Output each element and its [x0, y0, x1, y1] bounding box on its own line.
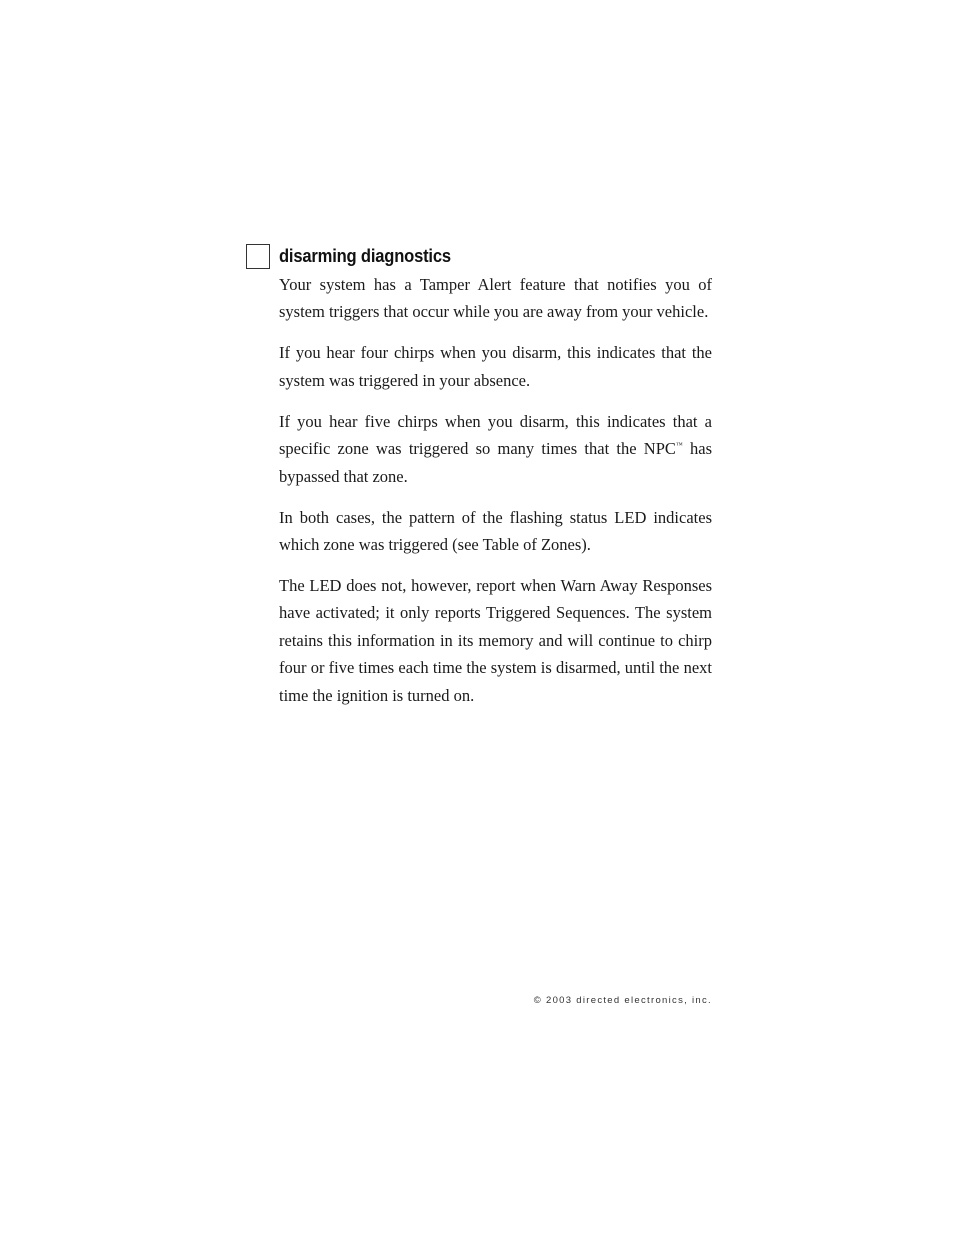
copyright-footer: © 2003 directed electronics, inc.: [533, 995, 712, 1006]
paragraph-five-chirps-text: If you hear five chirps when you disarm, this indicates that a specific zone was triggered so many times that the NPC: [279, 411, 712, 459]
paragraph-five-chirps: [279, 408, 712, 490]
paragraph-four-chirps: If you hear four chirps when you disarm, this indicates that the system was triggered in your absence.: [279, 343, 712, 390]
paragraph-tamper-alert: Your system has a Tamper Alert feature that notifies you of system triggers that occur while you are away from your vehicle.: [279, 275, 712, 322]
section-checkbox[interactable]: [246, 244, 270, 269]
paragraph-five-chirps-text-end: has bypassed that zone.: [279, 439, 712, 486]
section-body: [279, 271, 712, 723]
paragraph-led-pattern: In both cases, the pattern of the flashing status LED indicates which zone was triggered (see Table of Zones).: [279, 507, 712, 555]
section-title: disarming diagnostics: [279, 246, 451, 266]
trademark-symbol: ™: [675, 441, 683, 450]
paragraph-led-report: The LED does not, however, report when Warn Away Responses have activated; it only reports Triggered Sequences. The system retains this information in its memory and will continue to chirp four or five times each time the system is disarmed, until the next time the ignition is turned on.: [279, 576, 712, 705]
